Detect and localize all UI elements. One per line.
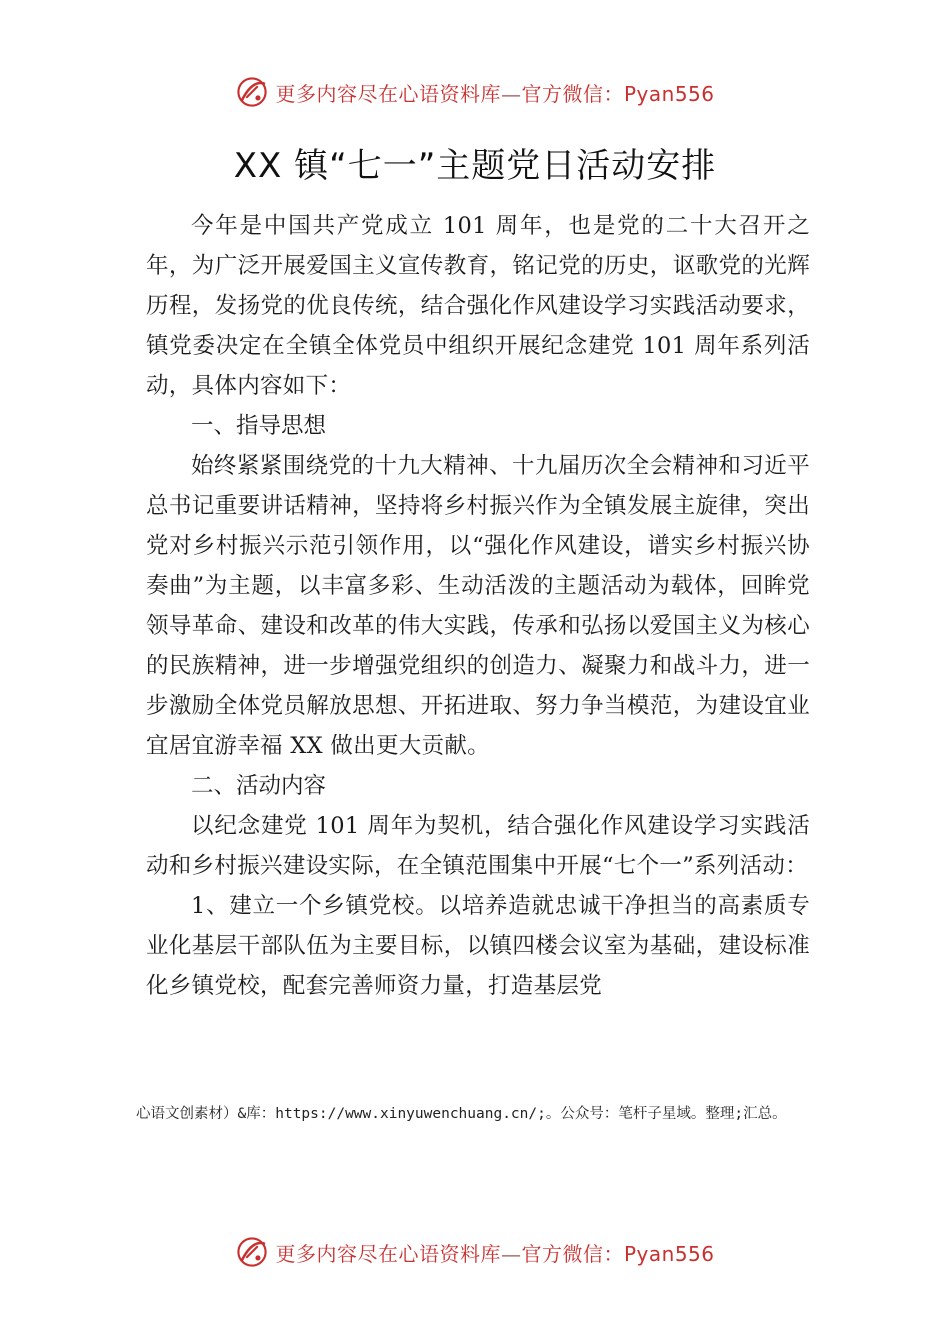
banner-wechat-id: Pyan556 — [623, 81, 715, 106]
document-title: XX 镇“七一”主题党日活动安排 — [233, 146, 717, 186]
activity-item-1: 1、建立一个乡镇党校。以培养造就忠诚干净担当的高素质专业化基层干部队伍为主要目标，以镇四楼会议室为基础，建设标准化乡镇党校，配套完善师资力量，打造基层党 — [146, 893, 810, 999]
banner-text — [275, 78, 714, 107]
source-note: 心语文创素材）&库：https://www.xinyuwenchuang.cn/;。公众号：笔杆子星域。整理;汇总。 — [136, 1106, 787, 1122]
section-heading-activities: 二、活动内容 — [191, 773, 327, 799]
intro-paragraph: 今年是中国共产党成立 101 周年，也是党的二十大召开之年，为广泛开展爱国主义宣传教育，铭记党的历史，讴歌党的光辉历程，发扬党的优良传统，结合强化作风建设学习实践活动要求，镇党委决定在全镇全体党员中组织开展纪念建党 101 周年系列活动，具体内容如下： — [146, 213, 810, 399]
xinyu-logo-icon — [235, 75, 269, 109]
header-banner — [0, 70, 950, 114]
banner-dash: — — [500, 81, 522, 106]
footer-banner — [0, 1230, 950, 1274]
banner-main: 更多内容尽在心语资料库 — [275, 81, 501, 106]
guiding-thought-paragraph: 始终紧紧围绕党的十九大精神、十九届历次全会精神和习近平总书记重要讲话精神，坚持将乡村振兴作为全镇发展主旋律，突出党对乡村振兴示范引领作用，以“强化作风建设，谱实乡村振兴协奏曲”为主题，以丰富多彩、生动活泼的主题活动为载体，回眸党领导革命、建设和改革的伟大实践，传承和弘扬以爱国主义为核心的民族精神，进一步增强党组织的创造力、凝聚力和战斗力，进一步激励全体党员解放思想、开拓进取、努力争当模范，为建设宜业宜居宜游幸福 XX 做出更大贡献。 — [146, 453, 810, 759]
activities-intro-paragraph: 以纪念建党 101 周年为契机，结合强化作风建设学习实践活动和乡村振兴建设实际，在全镇范围集中开展“七个一”系列活动： — [146, 813, 810, 879]
xinyu-logo-icon — [235, 1235, 269, 1269]
banner-wechat-label: 官方微信： — [521, 1241, 624, 1266]
banner-wechat-id: Pyan556 — [623, 1241, 715, 1266]
banner-dash: — — [500, 1241, 522, 1266]
section-heading-guiding-thought: 一、指导思想 — [191, 413, 327, 439]
banner-text — [275, 1238, 714, 1267]
document-body — [146, 206, 810, 1006]
banner-wechat-label: 官方微信： — [521, 81, 624, 106]
banner-main: 更多内容尽在心语资料库 — [275, 1241, 501, 1266]
